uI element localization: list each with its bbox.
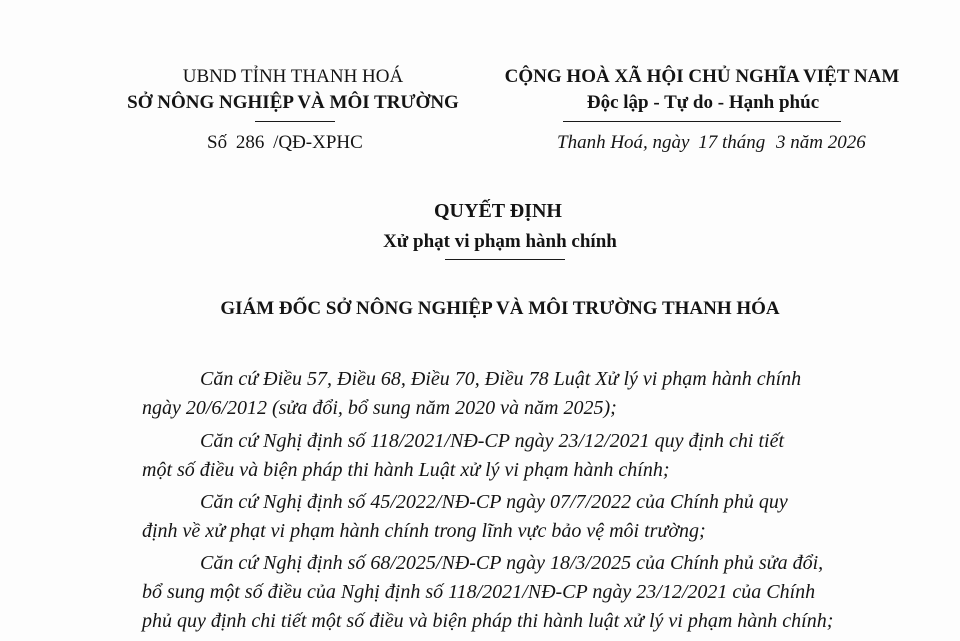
basis-line: Căn cứ Nghị định số 118/2021/NĐ-CP ngày 23/12/2021 quy định chi tiết bbox=[200, 430, 785, 452]
legal-basis-1 bbox=[142, 365, 864, 423]
date-month: 3 bbox=[776, 132, 786, 153]
basis-line: định về xử phạt vi phạm hành chính trong lĩnh vực bảo vệ môi trường; bbox=[142, 520, 706, 542]
legal-basis-2 bbox=[142, 427, 864, 485]
basis-line: bổ sung một số điều của Nghị định số 118/2021/NĐ-CP ngày 23/12/2021 của Chính bbox=[142, 581, 816, 603]
agency-parent: UBND TỈNH THANH HOÁ bbox=[182, 66, 404, 87]
basis-line: Căn cứ Điều 57, Điều 68, Điều 70, Điều 78 Luật Xử lý vi phạm hành chính bbox=[200, 368, 802, 390]
date-place: Thanh Hoá, ngày bbox=[557, 132, 690, 153]
motto-underline bbox=[563, 121, 841, 122]
doc-subject: Xử phạt vi phạm hành chính bbox=[383, 231, 617, 252]
issuer-title: GIÁM ĐỐC SỞ NÔNG NGHIỆP VÀ MÔI TRƯỜNG THANH HÓA bbox=[220, 298, 780, 319]
date-month-word: tháng bbox=[721, 132, 766, 153]
doc-number-suffix: /QĐ-XPHC bbox=[273, 132, 363, 153]
motto: Độc lập - Tự do - Hạnh phúc bbox=[586, 92, 820, 113]
issue-date bbox=[557, 132, 866, 154]
legal-basis-3 bbox=[142, 488, 864, 546]
basis-line: một số điều và biện pháp thi hành Luật xử lý vi phạm hành chính; bbox=[142, 459, 670, 481]
agency-name: SỞ NÔNG NGHIỆP VÀ MÔI TRƯỜNG bbox=[127, 92, 459, 113]
subject-underline bbox=[445, 259, 565, 260]
date-year: năm 2026 bbox=[790, 132, 866, 153]
agency-underline bbox=[255, 121, 335, 122]
doc-number-prefix: Số bbox=[207, 132, 228, 153]
legal-basis-4 bbox=[142, 549, 864, 636]
basis-line: phủ quy định chi tiết một số điều và biện pháp thi hành luật xử lý vi phạm hành chính; bbox=[142, 610, 834, 632]
basis-line: Căn cứ Nghị định số 45/2022/NĐ-CP ngày 07/7/2022 của Chính phủ quy bbox=[200, 491, 788, 513]
basis-line: ngày 20/6/2012 (sửa đổi, bổ sung năm 2020 và năm 2025); bbox=[142, 397, 617, 419]
doc-number bbox=[207, 132, 363, 154]
doc-number-value: 286 bbox=[235, 132, 265, 153]
basis-line: Căn cứ Nghị định số 68/2025/NĐ-CP ngày 18/3/2025 của Chính phủ sửa đổi, bbox=[200, 552, 824, 574]
doc-type-title: QUYẾT ĐỊNH bbox=[434, 200, 562, 222]
nation-title: CỘNG HOÀ XÃ HỘI CHỦ NGHĨA VIỆT NAM bbox=[504, 66, 900, 87]
date-day: 17 bbox=[698, 132, 718, 153]
